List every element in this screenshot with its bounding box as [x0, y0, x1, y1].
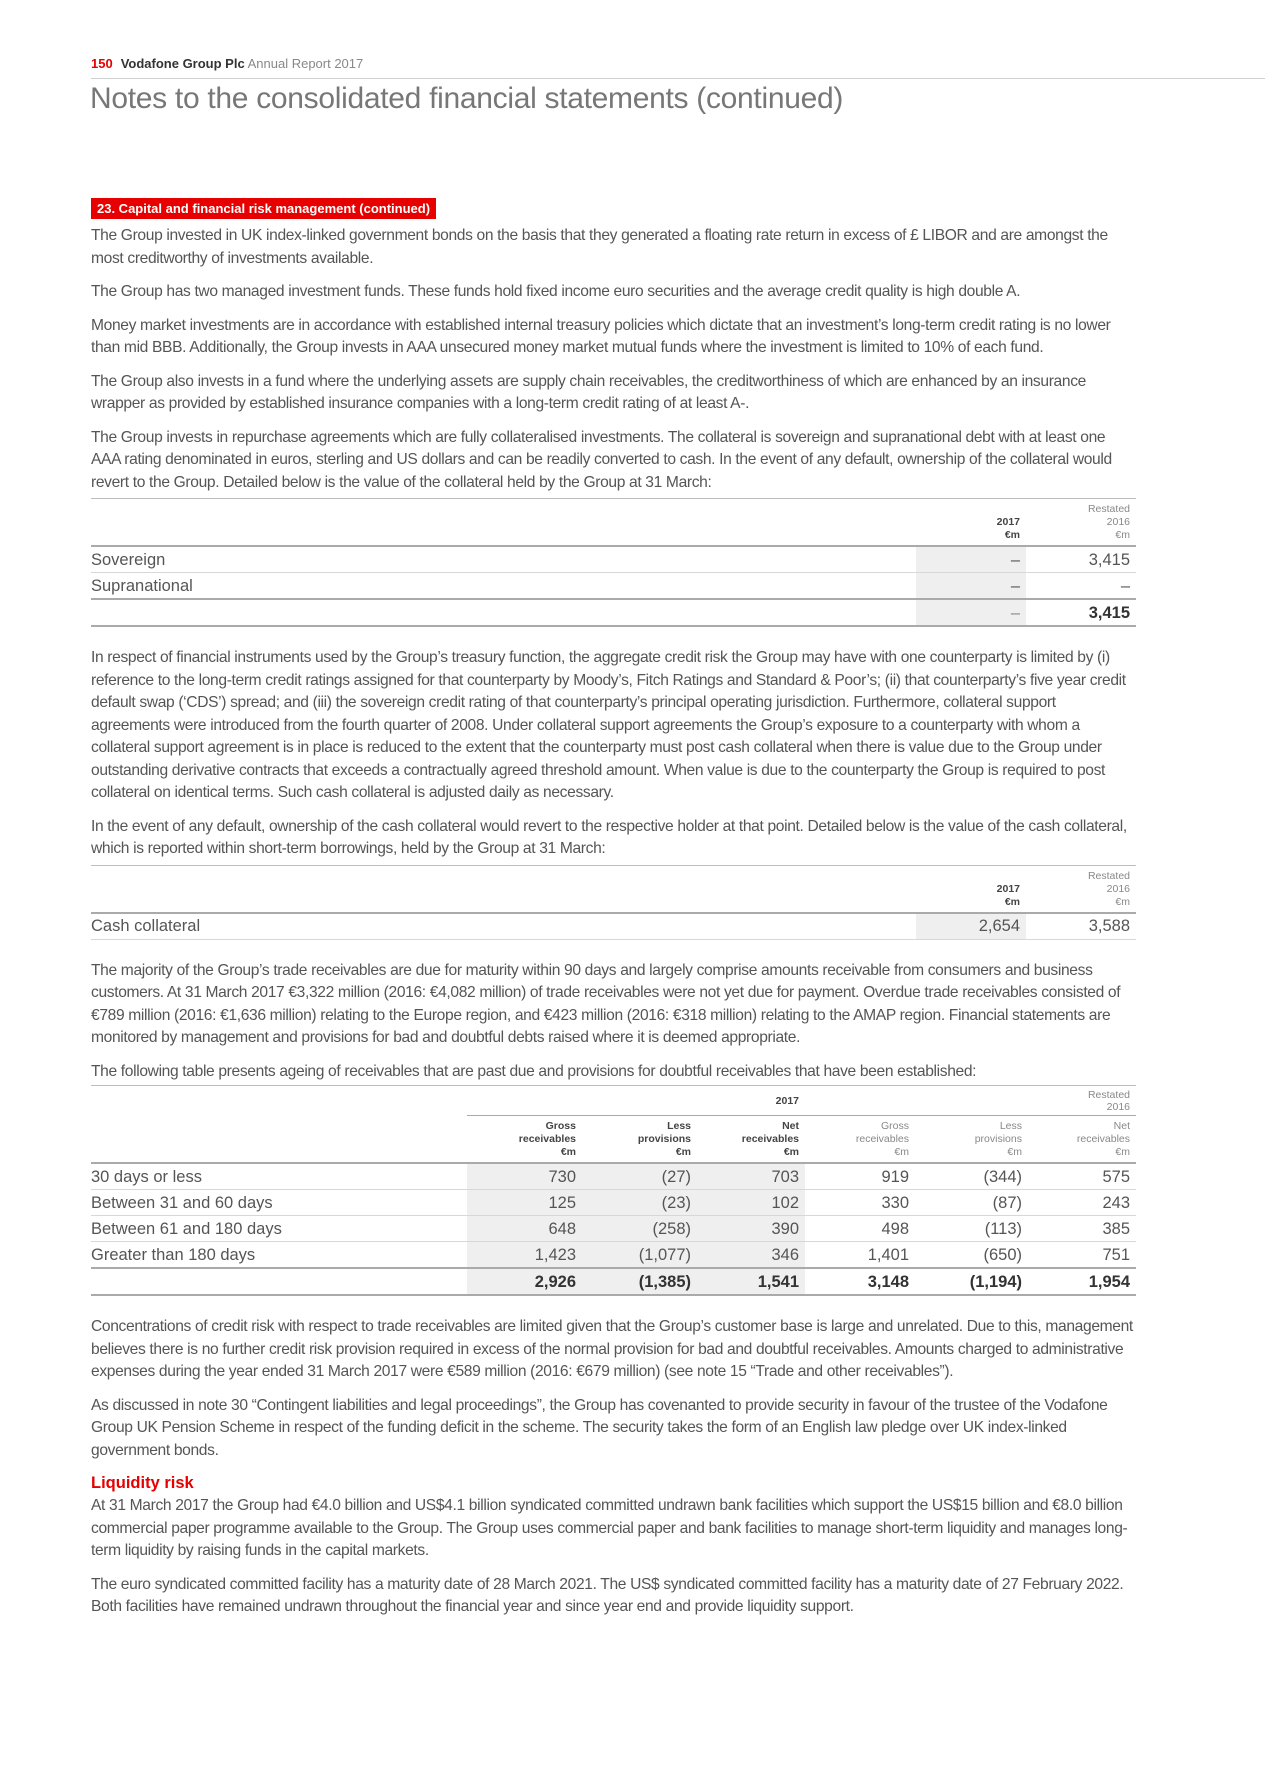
cell: (258): [582, 1216, 697, 1242]
cell: (87): [915, 1190, 1028, 1216]
paragraph: Concentrations of credit risk with respect to trade receivables are limited given that the Group’s customer base is large and unrelated. Due to this, management believes there is no further credit risk provision required in excess of the normal provision for bad and doubtful receivables. Amounts charged to administrative expenses during the year ended 31 March 2017 were €589 million (2016: €679 million) (see note 15 “Trade and other receivables”).: [91, 1318, 1133, 1380]
cash-collateral-table: [91, 865, 1136, 940]
paragraph: The Group has two managed investment funds. These funds hold fixed income euro securities and the average credit quality is high double A.: [91, 283, 1021, 300]
cell: (23): [582, 1190, 697, 1216]
cell-2016: 3,415: [1026, 546, 1136, 573]
group-header-2016: Restated 2016: [805, 1086, 1136, 1116]
total-row: [91, 599, 1136, 626]
header-empty: [91, 1116, 467, 1164]
cell: 1,423: [467, 1242, 582, 1269]
report-name: Annual Report 2017: [247, 56, 364, 71]
cell-2016: –: [1026, 573, 1136, 600]
cell: (344): [915, 1163, 1028, 1190]
header-empty: [91, 865, 916, 913]
table-row: [91, 1163, 1136, 1190]
cell: 385: [1028, 1216, 1136, 1242]
column-header-2017: 2017 €m: [916, 499, 1026, 547]
cell: 498: [805, 1216, 915, 1242]
total-cell: 1,541: [697, 1268, 805, 1295]
table-row: [91, 1216, 1136, 1242]
total-cell: (1,385): [582, 1268, 697, 1295]
row-label: Sovereign: [91, 546, 916, 573]
row-label: Between 31 and 60 days: [91, 1190, 467, 1216]
table-header-row: [91, 1116, 1136, 1164]
cell: 703: [697, 1163, 805, 1190]
company-name: Vodafone Group Plc: [120, 56, 245, 71]
row-label: Supranational: [91, 573, 916, 600]
table-header-row: [91, 865, 1136, 913]
table-group-header: [91, 1086, 1136, 1116]
total-cell: (1,194): [915, 1268, 1028, 1295]
row-label: Cash collateral: [91, 913, 916, 940]
row-label: Between 61 and 180 days: [91, 1216, 467, 1242]
cell: (27): [582, 1163, 697, 1190]
header-empty: [91, 1086, 467, 1116]
running-header: [91, 56, 363, 71]
table-row: [91, 546, 1136, 573]
total-label: [91, 1268, 467, 1295]
paragraph: The following table presents ageing of receivables that are past due and provisions for doubtful receivables that have been established:: [91, 1062, 977, 1080]
liquidity-risk-heading: Liquidity risk: [91, 1474, 194, 1492]
paragraph: As discussed in note 30 “Contingent liabilities and legal proceedings”, the Group has covenanted to provide security in favour of the trustee of the Vodafone Group UK Pension Scheme in respect of the funding deficit in the scheme. The security takes the form of an English law pledge over UK index-linked government bonds.: [91, 1396, 1108, 1459]
cell: 390: [697, 1216, 805, 1242]
row-label: Greater than 180 days: [91, 1242, 467, 1269]
column-header-gross-2017: Gross receivables €m: [467, 1116, 582, 1164]
cell: 346: [697, 1242, 805, 1269]
paragraph: At 31 March 2017 the Group had €4.0 billion and US$4.1 billion syndicated committed undrawn bank facilities which support the US$15 billion and €8.0 billion commercial paper programme available to the Group. The Group uses commercial paper and bank facilities to manage short-term liquidity and manages long-term liquidity by raising funds in the capital markets.: [91, 1497, 1128, 1559]
table-row: [91, 573, 1136, 600]
cell: (1,077): [582, 1242, 697, 1269]
paragraph: The majority of the Group’s trade receivables are due for maturity within 90 days and largely comprise amounts receivable from consumers and business customers. At 31 March 2017 €3,322 million (2016: €4,082 million) of trade receivables were not yet due for payment. Overdue trade receivables consisted of €789 million (2016: €1,636 million) relating to the Europe region, and €423 million (2016: €318 million) relating to the AMAP region. Financial statements are monitored by management and provisions for bad and doubtful debts raised where it is deemed appropriate.: [91, 961, 1121, 1046]
cell-2017: –: [916, 546, 1026, 573]
paragraph: Money market investments are in accordance with established internal treasury policies which dictate that an investment’s long-term credit rating is no lower than mid BBB. Additionally, the Group invests in AAA unsecured money market mutual funds where the investment is limited to 10% of each fund.: [91, 316, 1111, 356]
column-header-net-2016: Net receivables €m: [1028, 1116, 1136, 1164]
column-header-provisions-2017: Less provisions €m: [582, 1116, 697, 1164]
column-header-gross-2016: Gross receivables €m: [805, 1116, 915, 1164]
header-rule: [91, 78, 1265, 79]
table-row: [91, 1242, 1136, 1269]
cell-2016: 3,588: [1026, 913, 1136, 940]
receivables-ageing-table: [91, 1085, 1136, 1296]
page-number: 150: [91, 56, 113, 71]
column-header-provisions-2016: Less provisions €m: [915, 1116, 1028, 1164]
table-row: [91, 1190, 1136, 1216]
cell: 125: [467, 1190, 582, 1216]
total-2016: 3,415: [1026, 599, 1136, 626]
cell-2017: –: [916, 573, 1026, 600]
cell: 730: [467, 1163, 582, 1190]
cell: 751: [1028, 1242, 1136, 1269]
cell: (650): [915, 1242, 1028, 1269]
row-label: 30 days or less: [91, 1163, 467, 1190]
total-row: [91, 1268, 1136, 1295]
cell-2017: 2,654: [916, 913, 1026, 940]
page-title: Notes to the consolidated financial statements (continued): [90, 82, 844, 115]
paragraph: In respect of financial instruments used by the Group’s treasury function, the aggregate credit risk the Group may have with one counterparty is limited by (i) reference to the long-term credit ratings assigned for that counterparty by Moody’s, Fitch Ratings and Standard & Poor’s; (ii) that counterparty’s five year credit default swap (‘CDS’) spread; and (iii) the sovereign credit rating of that counterparty’s principal operating jurisdiction. Furthermore, collateral support agreements were introduced from the fourth quarter of 2008. Under collateral support agreements the Group’s exposure to a counterparty with whom a collateral support agreement is in place is reduced to the extent that the counterparty must post cash collateral when there is value due to the Group under outstanding derivative contracts that exceeds a contractually agreed threshold amount. When value is due to the counterparty the Group is required to post collateral on identical terms. Such cash collateral is adjusted daily as necessary.: [91, 649, 1126, 801]
paragraph: The Group invests in repurchase agreements which are fully collateralised investments. The collateral is sovereign and supranational debt with at least one AAA rating denominated in euros, sterling and US dollars and can be readily converted to cash. In the event of any default, ownership of the collateral would revert to the Group. Detailed below is the value of the collateral held by the Group at 31 March:: [91, 428, 1112, 491]
header-empty: [91, 499, 916, 547]
paragraph: The Group invested in UK index-linked government bonds on the basis that they generated a floating rate return in excess of £ LIBOR and are amongst the most creditworthy of investments available.: [91, 227, 1108, 267]
total-label: [91, 599, 916, 626]
cell: 243: [1028, 1190, 1136, 1216]
table-row: [91, 913, 1136, 940]
total-cell: 3,148: [805, 1268, 915, 1295]
cell: 330: [805, 1190, 915, 1216]
main-content: [91, 198, 1136, 1630]
column-header-2016: Restated 2016 €m: [1026, 499, 1136, 547]
column-header-2016: Restated 2016 €m: [1026, 865, 1136, 913]
column-header-2017: 2017 €m: [916, 865, 1026, 913]
cell: 575: [1028, 1163, 1136, 1190]
collateral-table: [91, 498, 1136, 627]
cell: (113): [915, 1216, 1028, 1242]
cell: 648: [467, 1216, 582, 1242]
group-header-2017: 2017: [467, 1086, 805, 1116]
cell: 102: [697, 1190, 805, 1216]
paragraph: The Group also invests in a fund where the underlying assets are supply chain receivables, the creditworthiness of which are enhanced by an insurance wrapper as provided by established insurance companies with a long-term credit rating of at least A-.: [91, 372, 1086, 412]
column-header-net-2017: Net receivables €m: [697, 1116, 805, 1164]
total-cell: 2,926: [467, 1268, 582, 1295]
paragraph: The euro syndicated committed facility has a maturity date of 28 March 2021. The US$ syndicated committed facility has a maturity date of 27 February 2022. Both facilities have remained undrawn throughout the financial year and since year end and provide liquidity support.: [91, 1575, 1124, 1615]
table-header-row: [91, 499, 1136, 547]
cell: 919: [805, 1163, 915, 1190]
total-cell: 1,954: [1028, 1268, 1136, 1295]
cell: 1,401: [805, 1242, 915, 1269]
total-2017: –: [916, 599, 1026, 626]
section-heading: 23. Capital and financial risk management (continued): [91, 198, 436, 219]
paragraph: In the event of any default, ownership of the cash collateral would revert to the respective holder at that point. Detailed below is the value of the cash collateral, which is reported within short-term borrowings, held by the Group at 31 March:: [91, 817, 1127, 857]
